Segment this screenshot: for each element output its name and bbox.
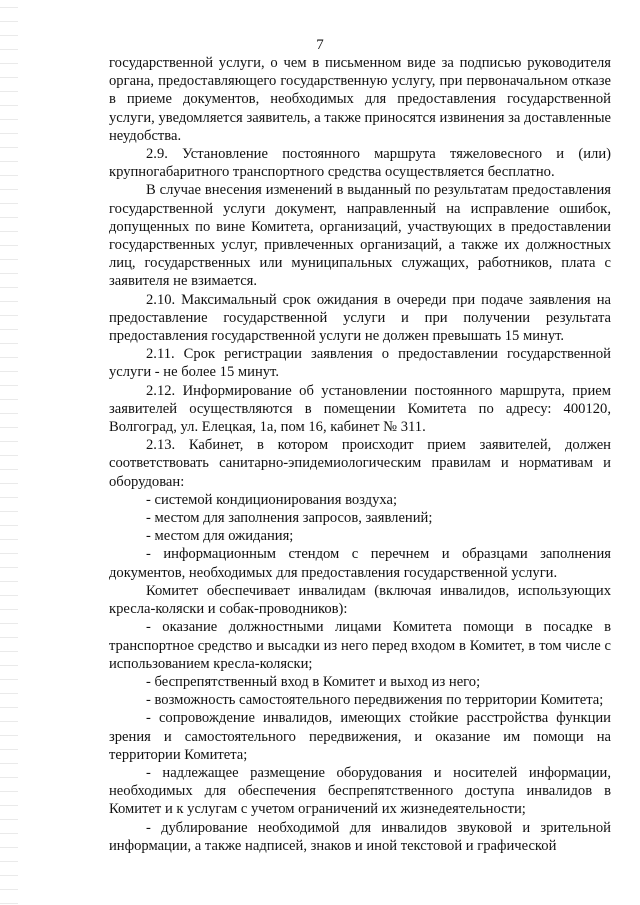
paragraph: 2.11. Срок регистрации заявления о предоставлении государственной услуги - не более 15 минут. — [109, 346, 611, 381]
list-item: - местом для ожидания; — [146, 528, 294, 545]
list-item: - информационным стендом с перечнем и образцами заполнения документов, необходимых для предоставления государственной услуги. — [109, 546, 611, 581]
list-item: - дублирование необходимой для инвалидов звуковой и зрительной информации, а также надписей, знаков и иной текстовой и графической — [109, 819, 611, 854]
paragraph: 2.9. Установление постоянного маршрута тяжеловесного и (или) крупногабаритного транспортного средства осуществляется бесплатно. — [109, 146, 611, 181]
document-body — [109, 54, 611, 855]
paragraph: 2.12. Информирование об установлении постоянного маршрута, прием заявителей осуществляются в помещении Комитета по адресу: 400120, Волгоград, ул. Елецкая, 1а, пом 16, кабинет № 311. — [109, 382, 611, 436]
paragraph: 2.13. Кабинет, в котором происходит прием заявителей, должен соответствовать санитарно-эпидемиологическим правилам и нормативам и оборудован: — [109, 437, 611, 490]
paragraph: 2.10. Максимальный срок ожидания в очереди при подаче заявления на предоставление государственной услуги и при получении результата предоставления государственной услуги не должен превышать 15 минут. — [109, 291, 611, 345]
list-item: - беспрепятственный вход в Комитет и выход из него; — [146, 673, 481, 690]
scan-margin-artifact — [0, 0, 18, 905]
paragraph: государственной услуги, о чем в письменном виде за подписью руководителя органа, предоставляющего государственную услугу, при первоначальном отказе в приеме документов, необходимых для предоставления государственной услуги, уведомляется заявитель, а также приносятся извинения за доставленные неудобства. — [109, 55, 611, 144]
list-item: - надлежащее размещение оборудования и носителей информации, необходимых для обеспечения беспрепятственного доступа инвалидов в Комитет и к услугам с учетом ограничений их жизнедеятельности; — [109, 764, 611, 818]
list-item: - системой кондиционирования воздуха; — [146, 491, 398, 508]
paragraph: В случае внесения изменений в выданный по результатам предоставления государственной услуги документ, направленный на исправление ошибок, допущенных по вине Комитета, организаций, участвующих в предоставлении государственных услуг, привлеченных организаций, а также их должностных лиц, государственных или муниципальных служащих, работников, плата с заявителя не взимается. — [109, 182, 611, 290]
list-item: - сопровождение инвалидов, имеющих стойкие расстройства функции зрения и самостоятельного передвижения, и оказание им помощи на территории Комитета; — [109, 710, 611, 763]
list-item: - местом для заполнения запросов, заявлений; — [146, 510, 433, 527]
paragraph: Комитет обеспечивает инвалидам (включая инвалидов, использующих кресла-коляски и собак-проводников): — [109, 582, 611, 618]
list-item: - возможность самостоятельного передвижения по территории Комитета; — [146, 692, 604, 709]
page-number: 7 — [316, 37, 324, 53]
list-item: - оказание должностными лицами Комитета помощи в посадке в транспортное средство и высадки из него перед входом в Комитет, в том числе с использованием кресла-коляски; — [109, 619, 611, 672]
